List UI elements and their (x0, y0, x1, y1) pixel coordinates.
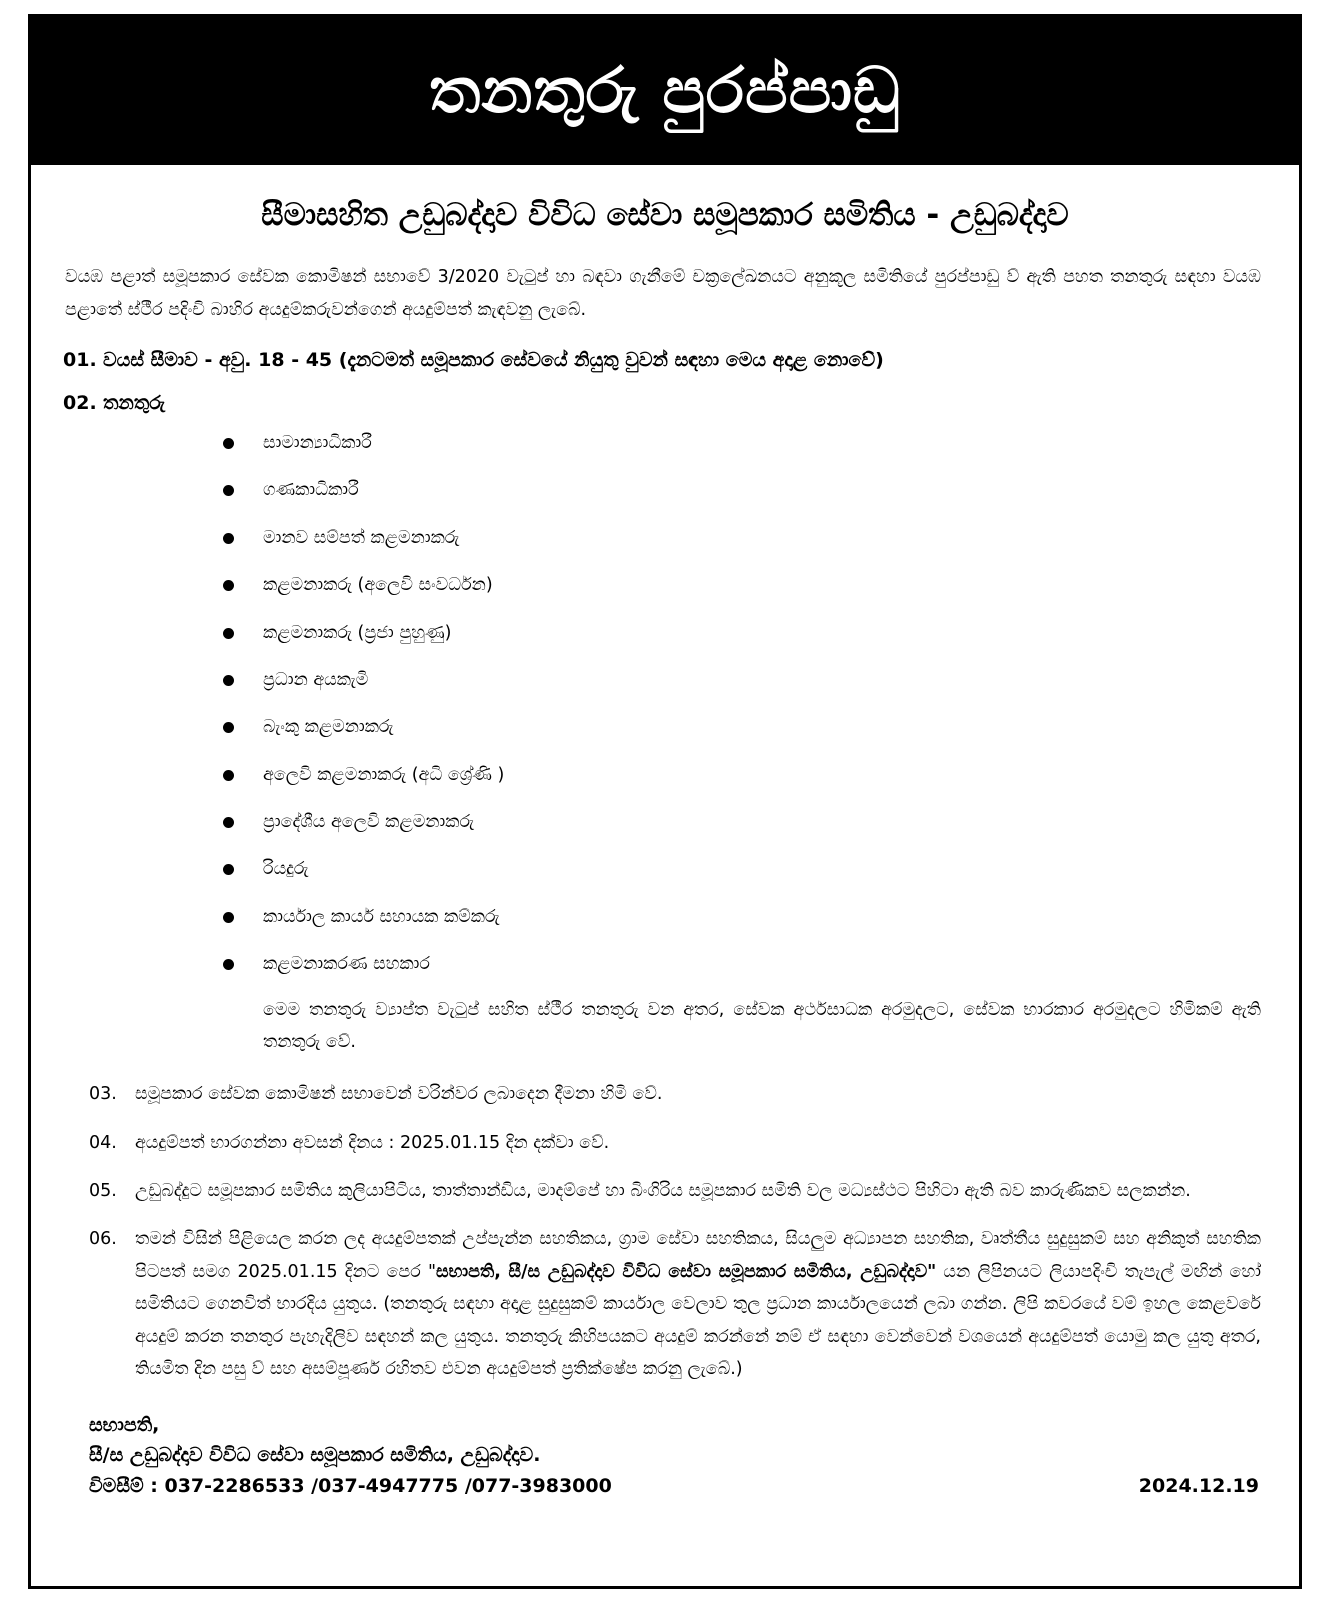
banner-title: තනතුරු පුරප්පාඩු (429, 54, 901, 128)
clause-03-number: 03. (89, 1084, 117, 1105)
positions-label: තනතුරු (103, 391, 166, 414)
position-label: ප්‍රධාන අයකැමි (263, 669, 369, 690)
clause-04 (63, 1127, 1267, 1159)
clause-04-number: 04. (89, 1132, 117, 1153)
footer-society: සී/ස උඩුබද්දාව විවිධ සේවා සමූපකාර සමිතිය, උඩුබද්දාව. (89, 1443, 541, 1466)
clause-06-text-pre: තමන් විසින් පිළියෙල කරන ලද අයදුම්පතක් උප්පැන්න සහතිකය, ග්‍රාම සේවා සහතිකය, සියලුම අධ්‍යාපන සහතික, වෘත්තීය සුදුසුකම් සහ අනිකුත් සහතික පිටපත් සමග 2025.01.15 දිනට පෙර " (135, 1229, 1261, 1282)
society-name: සීමාසහිත උඩුබද්දාව විවිධ සේවා සමූපකාර සමිතිය - උඩුබද්දාව (261, 197, 1069, 233)
footer-block (63, 1411, 1267, 1501)
age-limit-line (63, 346, 1267, 375)
bullet-icon (223, 485, 234, 496)
header-banner (31, 17, 1299, 165)
clause-03 (63, 1078, 1267, 1110)
clause-06-text-post: යන ලිපිනයට ලියාපදිංචි තැපැල් මඟින් හෝ සමිතියට ගෙනවිත් භාරදිය යුතුය. (තනතුරු සඳහා අදාළ සුදුසුකම් කාර්යාල වෙලාව තුල ප්‍රධාන කාර්යාලයෙන් ලබා ගන්න. ලිපි කවරයේ වම් ඉහල කෙළවරේ අයදුම් කරන තනතුර පැහැදිලිව සඳහන් කල යුතුය. තනතුරු කිහිපයකට අයදුම් කරන්නේ නම් ඒ සඳහා වෙන්වෙන් වශයෙන් අයදුම්පත් යොමු කල යුතු අතර, තියමිත දින පසු ව් සහ අසම්පූර්ණ රහිතව එවන අයදුම්පත් ප්‍රතික්ෂේප කරනු ලැබේ.) (135, 1261, 1261, 1379)
footer-date: 2024.12.19 (1138, 1475, 1259, 1498)
bullet-icon (223, 770, 234, 781)
clause-05-number: 05. (89, 1181, 117, 1202)
list-item (63, 526, 1267, 551)
positions-number: 02. (63, 391, 97, 414)
positions-note: මෙම තනතුරු ව්‍යාප්ත වැටුප් සහිත ස්ථීර තනතුරු වන අතර, සේවක අර්ථසාධක අරමුදලට, සේවක භාරකාර අරමුදලට හිමිකම් ඇති තනතුරු වේ. (263, 999, 1261, 1052)
clause-06 (63, 1223, 1267, 1385)
intro-paragraph: වයඹ පළාත් සමූපකාර සේවක කොමිෂන් සභාවේ 3/2020 වැටුප් හා බඳවා ගැනීමේ චක්‍රලේඛනයට අනුකූල සමිතියේ පුරප්පාඩු ව් ඇති පහත තනතුරු සඳහා වයඹ පළාතේ ස්ථීර පදිංචි බාහිර අයදුම්කරුවන්ගෙන් අයදුම්පත් කැඳවනු ලැබේ. (65, 267, 1261, 320)
position-label: අලෙවි කළමනාකරු (අධි ශ්‍රේණි ) (263, 764, 505, 785)
list-item (63, 763, 1267, 788)
list-item (63, 573, 1267, 598)
clause-03-text: සමූපකාර සේවක කොමිෂන් සභාවෙන් වරින්වර ලබාදෙන දීමනා හිමි වේ. (135, 1084, 663, 1105)
clause-05-text: උඩුබද්දුට සමූපකාර සමිතිය කුලියාපිටිය, තාත්තාන්ඩිය, මාදම්පේ හා බිංගිරිය සමූපකාර සමිති වල මධ්‍යස්ථට පිහිටා ඇති බව කාරුණිකව සලකන්න. (135, 1181, 1191, 1202)
bullet-icon (223, 912, 234, 923)
bullet-icon (223, 864, 234, 875)
list-item (63, 905, 1267, 930)
clause-06-number: 06. (89, 1229, 117, 1250)
positions-heading (63, 389, 1267, 418)
list-item (63, 857, 1267, 882)
position-label: මානව සම්පත් කළමනාකරු (263, 527, 460, 548)
bullet-icon (223, 628, 234, 639)
bullet-icon (223, 438, 234, 449)
position-label: සාමාන්‍යාධිකාරී (263, 433, 372, 454)
clause-05 (63, 1175, 1267, 1207)
notice-content (31, 165, 1299, 1586)
footer-signature-title: සභාපති, (89, 1414, 160, 1437)
list-item (63, 668, 1267, 693)
footer-contact: විමසීම් : 037-2286533 /037-4947775 /077-3983000 (89, 1475, 612, 1498)
age-limit-text: වයස් සීමාව - අවු. 18 - 45 (දැනටමත් සමූපකාර සේවයේ නියුතු වුවන් සඳහා මෙය අදාළ නොවේ) (103, 349, 884, 372)
position-label: කළමනාකරු (අලෙවි සංවර්ධන) (263, 575, 493, 596)
bullet-icon (223, 580, 234, 591)
clause-06-address: සභාපති, සී/ස උඩුබද්දාව විවිධ සේවා සමූපකාර සමිතිය, උඩුබද්දාව" (436, 1261, 937, 1282)
position-label: කාර්යාල කාර්ය සහායක කම්කරු (263, 906, 500, 927)
list-item (63, 715, 1267, 740)
bullet-icon (223, 675, 234, 686)
position-label: ගණකාධිකාරී (263, 480, 359, 501)
position-label: කළමනාකරු (ප්‍රජා පුහුණු) (263, 622, 452, 643)
list-item (63, 431, 1267, 456)
position-label: කළමනාකරණ සහකාර (263, 954, 430, 975)
age-limit-number: 01. (63, 349, 97, 372)
clause-04-text: අයදුම්පත් භාරගන්නා අවසන් දිනය : 2025.01.15 දින දක්වා වේ. (135, 1132, 610, 1153)
position-label: බැංකු කළමනාකරු (263, 717, 394, 738)
bullet-icon (223, 533, 234, 544)
position-label: රියදුරු (263, 859, 309, 880)
positions-list (63, 431, 1267, 978)
bullet-icon (223, 817, 234, 828)
list-item (63, 478, 1267, 503)
list-item (63, 621, 1267, 646)
list-item (63, 952, 1267, 977)
list-item (63, 810, 1267, 835)
bullet-icon (223, 959, 234, 970)
position-label: ප්‍රාදේශීය අලෙවි කළමනාකරු (263, 812, 475, 833)
bullet-icon (223, 722, 234, 733)
